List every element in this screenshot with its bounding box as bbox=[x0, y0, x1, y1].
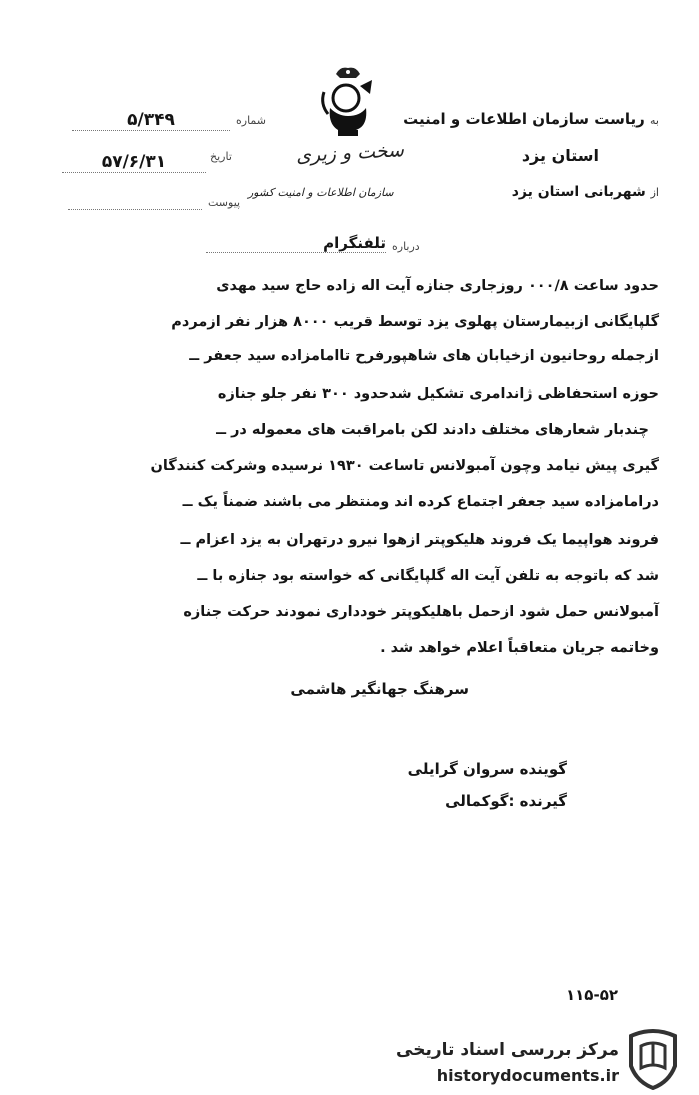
body-line: گیری پیش نیامد وچون آمبولانس تاساعت ۱۹۳۰ نرسیده وشرکت کنندگان bbox=[150, 458, 659, 474]
archive-url: historydocuments.ir bbox=[436, 1066, 619, 1085]
body-line: ازجمله روحانیون ازخیابان های شاهپورفرح تاامامزاده سید جعفر ــ bbox=[189, 348, 659, 364]
book-shield-icon bbox=[625, 1028, 681, 1090]
signature: سرهنگ جهانگیر هاشمی bbox=[290, 680, 469, 698]
number-label: شماره bbox=[236, 114, 267, 127]
body-line: حوزه استحفاظی ژاندامری تشکیل شدحدود ۳۰۰ نفر جلو جنازه bbox=[217, 386, 659, 402]
recipient-line bbox=[403, 110, 659, 128]
document-code: ۱۱۵-۵۲ bbox=[566, 986, 619, 1004]
to-prefix: به bbox=[650, 114, 659, 127]
archive-name: مرکز بررسی اسناد تاریخی bbox=[396, 1040, 619, 1060]
stamp-subtitle: سازمان اطلاعات و امنیت کشور bbox=[248, 186, 394, 199]
stamp-title: سخت و زیری bbox=[295, 139, 405, 167]
recipient-text: ریاست سازمان اطلاعات و امنیت bbox=[403, 110, 645, 128]
receiver-line: گیرنده :گوکمالی bbox=[445, 792, 567, 810]
number-value: ۵/۳۴۹ bbox=[72, 110, 230, 131]
body-line: گلپایگانی ازبیمارستان پهلوی یزد توسط قریب ۸۰۰۰ هزار نفر ازمردم bbox=[171, 314, 659, 330]
date-value: ۵۷/۶/۳۱ bbox=[62, 152, 206, 173]
body-line: حدود ساعت ۰۰۰/۸ روزجاری جنازه آیت اله زاده حاج سید مهدی bbox=[216, 278, 659, 294]
speaker-line: گوینده سروان گرایلی bbox=[407, 760, 567, 778]
body-line: آمبولانس حمل شود ازحمل باهلیکوپتر خودداری نمودند حرکت جنازه bbox=[183, 604, 659, 620]
from-prefix: از bbox=[650, 186, 659, 199]
sender-org-line bbox=[512, 184, 659, 200]
subject-label: درباره bbox=[392, 240, 420, 253]
body-line: فروند هواپیما یک فروند هلیکوپتر ازهوا نیرو درتهران به یزد اعزام ــ bbox=[180, 532, 659, 548]
city-line: استان یزد bbox=[521, 146, 599, 165]
attachment-label: پیوست bbox=[208, 196, 241, 209]
sender-org: شهربانی استان یزد bbox=[511, 184, 646, 200]
date-label: تاریخ bbox=[210, 150, 232, 163]
body-line: شد که باتوجه به تلفن آیت اله گلپایگانی که خواسته بود جنازه با ــ bbox=[197, 568, 659, 584]
attachment-line bbox=[68, 208, 202, 210]
body-line: وخاتمه جریان متعاقباً اعلام خواهد شد . bbox=[380, 640, 659, 656]
subject-value: تلفنگرام bbox=[206, 234, 386, 253]
body-line: چندبار شعارهای مختلف دادند لکن بامراقبت های معموله در ــ bbox=[216, 422, 649, 438]
body-line: درامامزاده سید جعفر اجتماع کرده اند ومنتظر می باشند ضمناً یک ــ bbox=[182, 494, 659, 510]
lion-sun-crest-icon bbox=[316, 64, 380, 142]
